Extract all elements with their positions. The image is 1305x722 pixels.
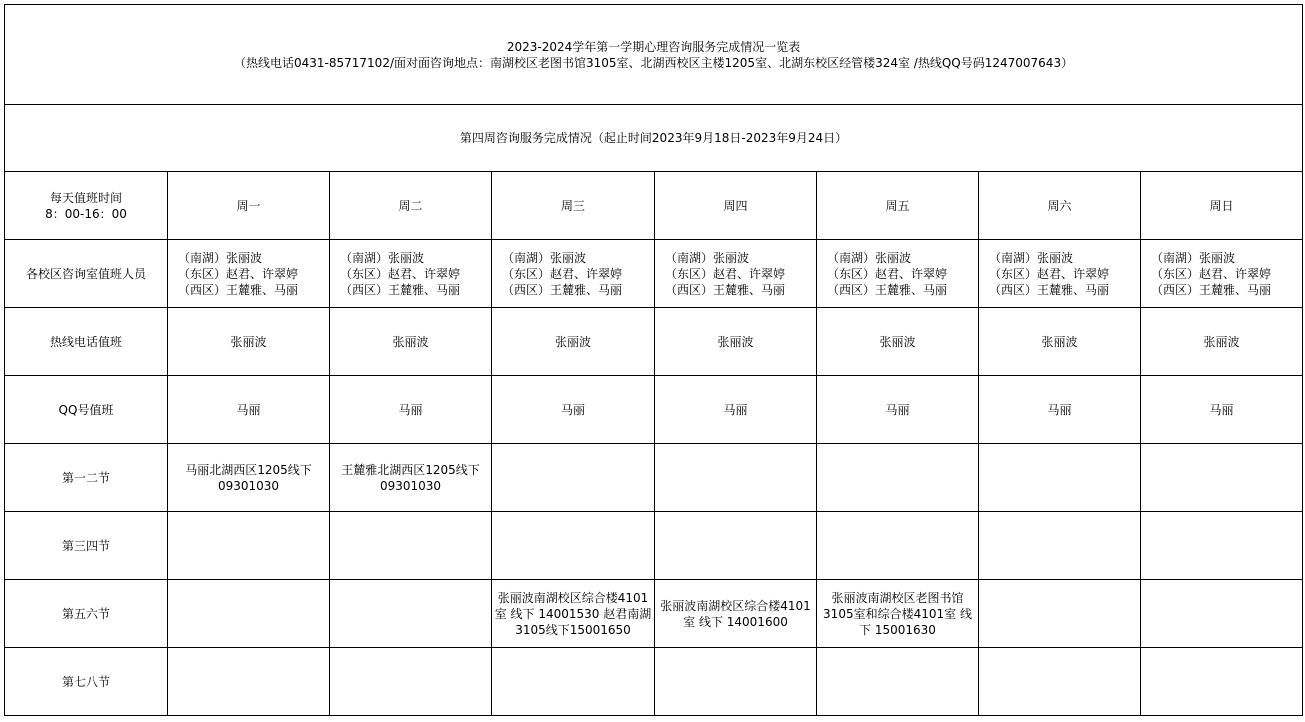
session-cell	[979, 512, 1141, 580]
session-cell: 张丽波南湖校区综合楼4101室 线下 14001600	[655, 580, 817, 648]
row-label: 各校区咨询室值班人员	[5, 240, 168, 308]
staff-line: （东区）赵君、许翠婷	[178, 266, 299, 281]
period-row-5-6	[5, 580, 1303, 648]
session-cell	[1141, 444, 1303, 512]
staff-line: （西区）王麓雅、马丽	[827, 282, 948, 297]
hotline-cell: 张丽波	[330, 308, 492, 376]
staff-line: （西区）王麓雅、马丽	[989, 282, 1110, 297]
title-line-1: 2023-2024学年第一学期心理咨询服务完成情况一览表	[506, 39, 801, 54]
staff-cell	[168, 240, 330, 308]
staff-line: （东区）赵君、许翠婷	[502, 266, 623, 281]
staff-line: （东区）赵君、许翠婷	[340, 266, 461, 281]
staff-cell	[817, 240, 979, 308]
session-cell	[168, 580, 330, 648]
session-cell	[979, 648, 1141, 716]
day-header: 周三	[492, 172, 655, 240]
staff-row	[5, 240, 1303, 308]
hotline-cell: 张丽波	[979, 308, 1141, 376]
staff-line: （西区）王麓雅、马丽	[178, 282, 299, 297]
week-row	[5, 105, 1303, 172]
schedule-table	[4, 4, 1303, 716]
session-cell	[330, 648, 492, 716]
day-header: 周五	[817, 172, 979, 240]
qq-cell: 马丽	[330, 376, 492, 444]
session-cell	[817, 444, 979, 512]
staff-line: （东区）赵君、许翠婷	[827, 266, 948, 281]
qq-cell: 马丽	[168, 376, 330, 444]
day-header: 周四	[655, 172, 817, 240]
period-row-7-8	[5, 648, 1303, 716]
title-line-2: （热线电话0431-85717102/面对面咨询地点：南湖校区老图书馆3105室、北湖西校区主楼1205室、北湖东校区经管楼324室 /热线QQ号码1247007643）	[234, 55, 1074, 70]
session-cell	[655, 512, 817, 580]
staff-line: （南湖）张丽波	[502, 250, 587, 265]
session-cell	[817, 512, 979, 580]
staff-line: （东区）赵君、许翠婷	[1151, 266, 1272, 281]
staff-line: （南湖）张丽波	[827, 250, 912, 265]
title-row	[5, 5, 1303, 105]
staff-line: （南湖）张丽波	[1151, 250, 1236, 265]
table-title	[5, 5, 1303, 105]
staff-cell	[979, 240, 1141, 308]
days-header-row	[5, 172, 1303, 240]
qq-cell: 马丽	[1141, 376, 1303, 444]
qq-cell: 马丽	[655, 376, 817, 444]
period-row-3-4	[5, 512, 1303, 580]
session-cell: 张丽波南湖校区综合楼4101室 线下 14001530 赵君南湖3105线下15001650	[492, 580, 655, 648]
staff-line: （西区）王麓雅、马丽	[340, 282, 461, 297]
staff-line: （南湖）张丽波	[665, 250, 750, 265]
day-header: 周二	[330, 172, 492, 240]
hotline-cell: 张丽波	[655, 308, 817, 376]
session-cell: 王麓雅北湖西区1205线下09301030	[330, 444, 492, 512]
session-cell	[330, 580, 492, 648]
session-cell	[168, 512, 330, 580]
day-header: 周一	[168, 172, 330, 240]
hotline-cell: 张丽波	[492, 308, 655, 376]
session-cell	[492, 512, 655, 580]
staff-line: （南湖）张丽波	[178, 250, 263, 265]
session-cell	[168, 648, 330, 716]
staff-line: （南湖）张丽波	[340, 250, 425, 265]
row-label: 热线电话值班	[5, 308, 168, 376]
duty-time-label: 每天值班时间	[49, 190, 122, 205]
session-cell	[1141, 648, 1303, 716]
duty-time-hours: 8：00-16：00	[45, 206, 127, 221]
week-title: 第四周咨询服务完成情况（起止时间2023年9月18日-2023年9月24日）	[5, 105, 1303, 172]
staff-line: （东区）赵君、许翠婷	[665, 266, 786, 281]
row-label: QQ号值班	[5, 376, 168, 444]
session-cell	[655, 444, 817, 512]
staff-cell	[492, 240, 655, 308]
session-cell	[330, 512, 492, 580]
qq-row	[5, 376, 1303, 444]
session-cell: 马丽北湖西区1205线下09301030	[168, 444, 330, 512]
session-cell	[492, 444, 655, 512]
staff-cell	[1141, 240, 1303, 308]
row-label: 第七八节	[5, 648, 168, 716]
qq-cell: 马丽	[492, 376, 655, 444]
hotline-cell: 张丽波	[1141, 308, 1303, 376]
session-cell	[979, 444, 1141, 512]
session-cell	[817, 648, 979, 716]
session-cell	[979, 580, 1141, 648]
qq-cell: 马丽	[979, 376, 1141, 444]
qq-cell: 马丽	[817, 376, 979, 444]
session-cell	[1141, 512, 1303, 580]
staff-line: （东区）赵君、许翠婷	[989, 266, 1110, 281]
period-row-1-2	[5, 444, 1303, 512]
day-header: 周日	[1141, 172, 1303, 240]
hotline-row	[5, 308, 1303, 376]
staff-line: （西区）王麓雅、马丽	[1151, 282, 1272, 297]
row-label: 第一二节	[5, 444, 168, 512]
staff-cell	[655, 240, 817, 308]
row-label: 第五六节	[5, 580, 168, 648]
session-cell	[655, 648, 817, 716]
staff-line: （西区）王麓雅、马丽	[665, 282, 786, 297]
hotline-cell: 张丽波	[168, 308, 330, 376]
day-header: 周六	[979, 172, 1141, 240]
staff-line: （西区）王麓雅、马丽	[502, 282, 623, 297]
row-label: 第三四节	[5, 512, 168, 580]
hotline-cell: 张丽波	[817, 308, 979, 376]
session-cell	[492, 648, 655, 716]
duty-time-cell	[5, 172, 168, 240]
session-cell: 张丽波南湖校区老图书馆3105室和综合楼4101室 线下 15001630	[817, 580, 979, 648]
staff-line: （南湖）张丽波	[989, 250, 1074, 265]
session-cell	[1141, 580, 1303, 648]
staff-cell	[330, 240, 492, 308]
